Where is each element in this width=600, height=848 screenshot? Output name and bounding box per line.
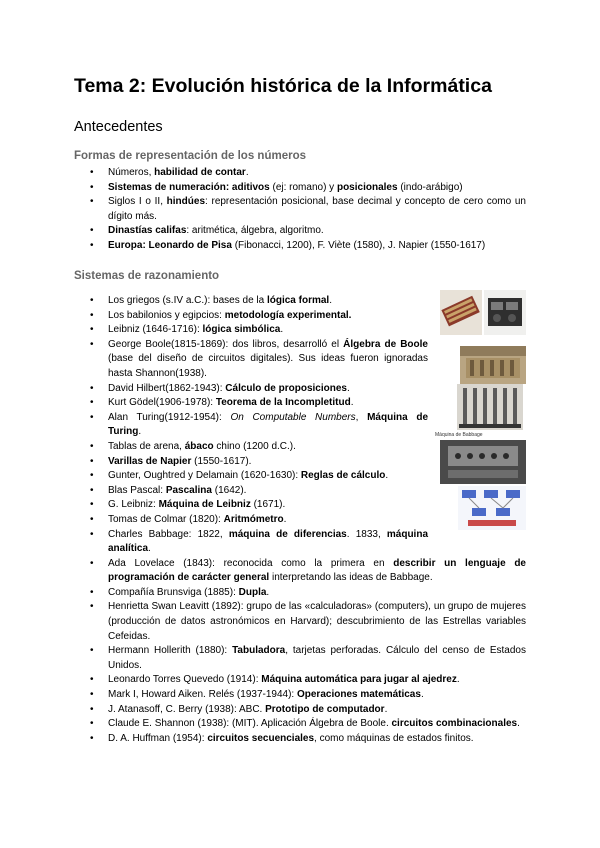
list-item-text: On Computable Numbers: [230, 411, 356, 423]
subheading-numbers: Formas de representación de los números: [74, 150, 306, 162]
tabulator-image: [440, 440, 526, 484]
list-item-text: .: [245, 167, 249, 178]
list-item-text: lógica formal: [266, 295, 330, 306]
list-item: [74, 586, 526, 601]
list-item-text: habilidad de contar: [154, 167, 246, 178]
list-item-text: Cálculo de proposiciones: [225, 382, 347, 394]
list-item-text: Pascalina: [165, 484, 212, 496]
list-item-text: Números,: [108, 167, 155, 178]
list-item-text: máquina de diferencias: [228, 528, 347, 540]
babbage-engine-image: [460, 346, 526, 384]
list-item-text: .: [346, 382, 350, 394]
difference-engine-image: [457, 384, 523, 430]
section-heading: Antecedentes: [74, 119, 163, 135]
pascaline-image: [484, 290, 526, 335]
list-item-text: .: [280, 324, 284, 336]
list-item-text: (1642).: [211, 484, 247, 496]
list-item-text: G. Leibniz:: [108, 499, 159, 511]
list-item: [74, 513, 428, 528]
list-item-text: Los griegos (s.IV a.C.): bases de la: [108, 295, 267, 306]
list-item-text: : aritmética, álgebra, algoritmo.: [186, 225, 324, 237]
list-item-text: Claude E. Shannon (1938): (MIT). Aplicación Álgebra de Boole.: [108, 718, 392, 730]
list-item-text: Hermann Hollerith (1880):: [108, 645, 233, 657]
list-item: [74, 396, 428, 411]
list-item-text: Europa: Leonardo de Pisa: [108, 239, 232, 251]
list-item-text: posicionales: [336, 181, 398, 193]
list-item-text: .: [420, 689, 424, 701]
list-item: [74, 455, 428, 470]
list-item-text: (base del diseño de circuitos digitales). Sus ideas fueron ignoradas hasta Shannon(1938).: [108, 353, 428, 379]
list-item-text: Leibniz (1646-1716):: [108, 324, 203, 336]
list-item-text: hindúes: [166, 196, 206, 208]
list-item: [74, 498, 428, 513]
list-item-text: Leonardo Torres Quevedo (1914):: [108, 674, 262, 686]
list-item: [74, 195, 526, 224]
list-item-text: Mark I, Howard Aiken. Relés (1937-1944):: [108, 689, 297, 701]
list-item-text: Tomas de Colmar (1820):: [108, 513, 224, 525]
list-item-text: .: [283, 513, 287, 525]
list-item-text: Álgebra de Boole: [343, 338, 428, 350]
list-item-text: describir un lenguaje de programación de carácter general: [108, 557, 526, 584]
list-item-text: .: [148, 543, 151, 555]
list-item-text: (indo-arábigo): [397, 181, 463, 193]
figure-caption: Máquina de Babbage: [435, 432, 483, 438]
list-item-text: máquina analítica: [108, 528, 429, 555]
list-item: [74, 411, 428, 440]
list-item-text: interpretando las ideas de Babbage.: [269, 572, 433, 584]
list-item: [74, 181, 526, 196]
numbers-list: [74, 166, 526, 254]
list-item: [74, 717, 526, 732]
napier-rods-image: [440, 290, 482, 335]
list-item-text: (1671).: [250, 499, 286, 511]
list-item: [74, 557, 526, 586]
list-item: [74, 644, 526, 673]
list-item-text: .: [329, 295, 332, 306]
list-item-text: Reglas de cálculo: [300, 470, 386, 482]
list-item-text: Siglos I o II,: [108, 196, 167, 208]
list-item-text: .: [266, 586, 270, 598]
list-item-text: J. Atanasoff, C. Berry (1938): ABC.: [108, 703, 266, 715]
list-item-text: chino (1200 d.C.).: [213, 440, 296, 452]
list-item-text: ,: [355, 411, 368, 423]
list-item-text: Operaciones matemáticas: [296, 689, 421, 701]
list-item-text: (ej: romano) y: [269, 181, 337, 193]
list-item-text: Tablas de arena,: [108, 440, 185, 452]
list-item-text: Teorema de la Incompletitud: [215, 397, 351, 409]
list-item-text: Blas Pascal:: [108, 484, 166, 496]
list-item: [74, 323, 428, 338]
list-item: [74, 309, 428, 324]
list-item: [74, 382, 428, 397]
list-item: [74, 469, 428, 484]
list-item-text: .: [385, 470, 389, 482]
list-item-text: Aritmómetro: [223, 513, 284, 525]
list-item-text: Kurt Gödel(1906-1978):: [108, 397, 216, 409]
page-title: Tema 2: Evolución histórica de la Informática: [74, 75, 492, 97]
list-item-text: Gunter, Oughtred y Delamain (1620-1630):: [108, 470, 301, 482]
list-item-text: .: [456, 674, 460, 686]
list-item-text: , como máquinas de estados finitos.: [314, 732, 474, 744]
list-item-text: Sistemas de numeración: aditivos: [108, 181, 270, 193]
list-item: [74, 600, 526, 644]
list-item-text: Compañía Brunsviga (1885):: [108, 586, 239, 598]
list-item-text: Tabuladora: [232, 645, 286, 657]
list-item-text: David Hilbert(1862-1943):: [108, 382, 226, 394]
list-item-text: Máquina automática para jugar al ajedrez: [261, 674, 457, 686]
list-item-text: Dinastías califas: [108, 225, 187, 237]
list-item-text: ábaco: [184, 440, 214, 452]
list-item: [74, 166, 526, 181]
list-item-text: .: [138, 426, 142, 438]
list-item-text: Varillas de Napier: [108, 455, 192, 467]
list-item-text: D. A. Huffman (1954):: [108, 732, 208, 744]
list-item-text: circuitos combinacionales: [391, 718, 518, 730]
list-item-text: (1550-1617).: [191, 455, 252, 467]
list-item: [74, 338, 428, 382]
list-item-text: . 1833,: [346, 528, 387, 540]
list-item-text: Alan Turing(1912-1954):: [108, 411, 231, 423]
diagram-image: [458, 486, 526, 530]
list-item-text: Máquina de Turing: [108, 411, 428, 438]
list-item-text: .: [384, 703, 388, 715]
list-item-text: Dupla: [238, 586, 267, 598]
list-item-text: : representación posicional, base decimal y concepto de cero como un dígito más.: [108, 196, 526, 222]
subheading-reasoning: Sistemas de razonamiento: [74, 270, 220, 282]
list-item: [74, 673, 526, 688]
list-item-text: metodología experimental.: [224, 309, 352, 321]
list-item-text: Ada Lovelace (1843): reconocida como la primera en: [108, 557, 394, 569]
list-item-text: Los babilonios y egipcios:: [108, 309, 225, 321]
list-item: [74, 484, 428, 499]
list-item-text: .: [350, 397, 354, 409]
list-item: [74, 440, 428, 455]
list-item-text: Máquina de Leibniz: [158, 499, 251, 511]
list-item: [74, 224, 526, 239]
list-item-text: Charles Babbage: 1822,: [108, 528, 229, 540]
list-item-text: George Boole(1815-1869): dos libros, desarrolló el: [108, 338, 344, 350]
list-item-text: Henrietta Swan Leavitt (1892): grupo de las «calculadoras» (computers), un grupo de mujeres (producción de datos astronómicos en Harvard); descubrimiento de las Estrellas variables Cefeidas.: [108, 601, 526, 642]
list-item-text: Prototipo de computador: [265, 703, 385, 715]
list-item: [74, 239, 526, 254]
list-item: [74, 703, 526, 718]
list-item: [74, 294, 428, 309]
list-item: [74, 732, 526, 747]
list-item-text: , tarjetas perforadas. Cálculo del censo de Estados Unidos.: [108, 645, 526, 671]
list-item-text: (Fibonacci, 1200), F. Viète (1580), J. Napier (1550-1617): [231, 239, 486, 251]
list-item: [74, 688, 526, 703]
list-item-text: .: [517, 718, 520, 730]
list-item: [74, 528, 428, 557]
list-item-text: circuitos secuenciales: [207, 732, 315, 744]
list-item-text: lógica simbólica: [202, 324, 281, 336]
